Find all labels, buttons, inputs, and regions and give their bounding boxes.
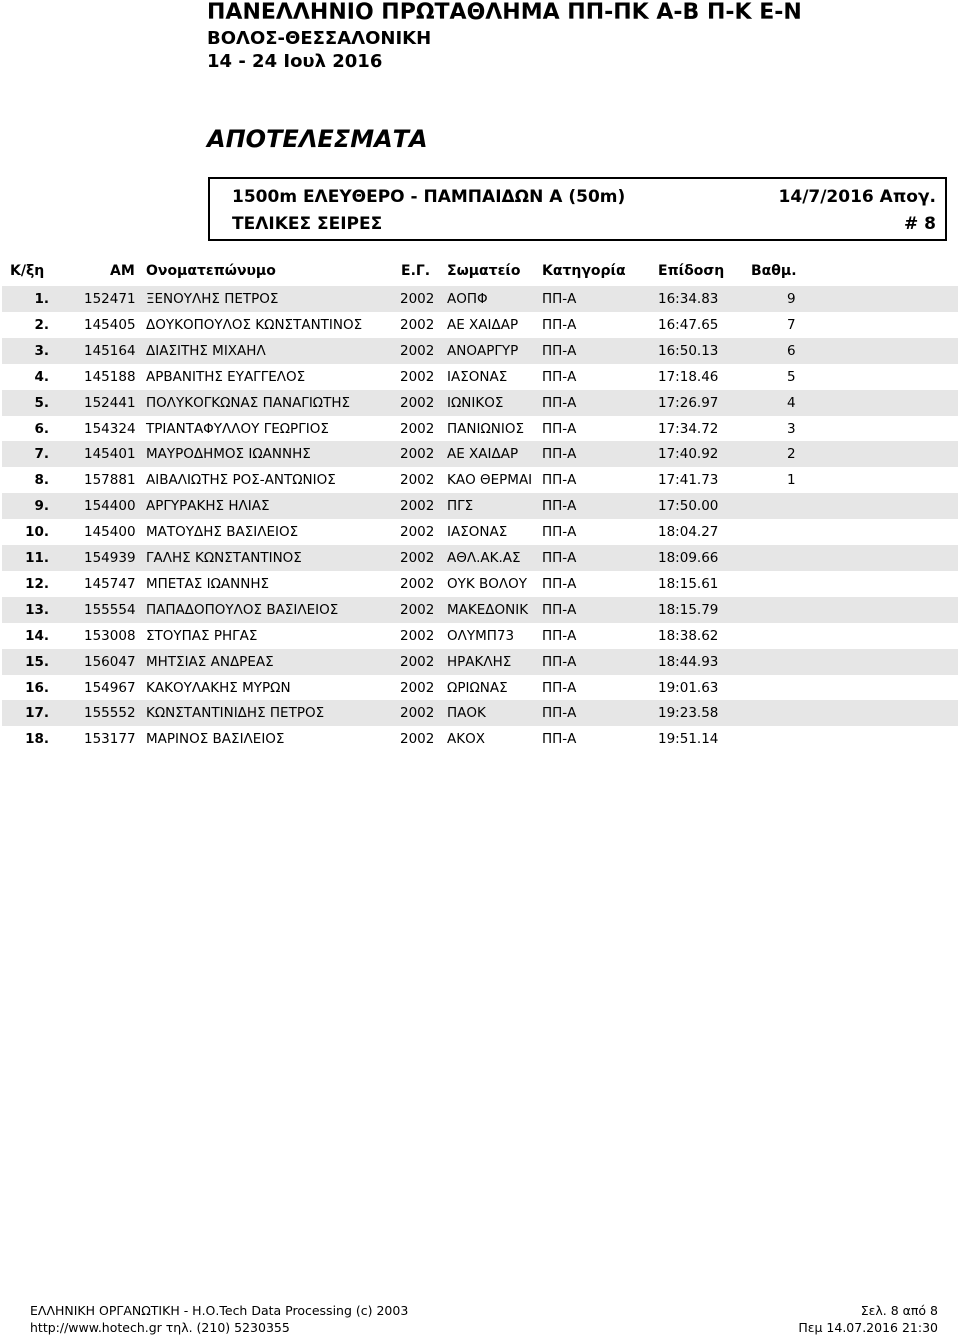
cell-rank: 2. [34, 316, 49, 333]
event-box [208, 177, 947, 241]
table-row [2, 571, 958, 597]
cell-category: ΠΠ-Α [542, 394, 577, 411]
date-range: 14 - 24 Ιουλ 2016 [207, 51, 383, 72]
cell-name: ΤΡΙΑΝΤΑΦΥΛΛΟΥ ΓΕΩΡΓΙΟΣ [146, 420, 329, 437]
cell-club: ΠΓΣ [447, 498, 474, 515]
cell-year: 2002 [400, 705, 435, 722]
cell-category: ΠΠ-Α [542, 342, 577, 359]
section-title: ΑΠΟΤΕΛΕΣΜΑΤΑ [207, 125, 428, 153]
table-row [2, 441, 958, 467]
cell-name: ΜΑΥΡΟΔΗΜΟΣ ΙΩΑΝΝΗΣ [146, 446, 311, 463]
cell-club: ΑΝΟΑΡΓΥΡ [447, 342, 519, 359]
event-date: 14/7/2016 Απογ. [778, 187, 936, 207]
cell-club: ΙΑΣΟΝΑΣ [447, 524, 508, 541]
cell-am: 145164 [84, 342, 136, 359]
col-rank: Κ/ξη [10, 263, 45, 279]
cell-am: 154939 [84, 550, 136, 566]
cell-category: ΠΠ-Α [542, 575, 577, 592]
cell-category: ΠΠ-Α [542, 653, 577, 670]
cell-am: 145188 [84, 368, 136, 385]
cell-category: ΠΠ-Α [542, 420, 577, 437]
table-row [2, 312, 958, 338]
cell-am: 152441 [84, 394, 136, 411]
table-row [2, 338, 958, 364]
page-number: Σελ. 8 από 8 [860, 1303, 938, 1318]
cell-points: 6 [787, 342, 796, 359]
cell-year: 2002 [400, 368, 435, 385]
cell-category: ΠΠ-Α [542, 550, 577, 566]
cell-year: 2002 [400, 524, 435, 541]
cell-name: ΜΑΡΙΝΟΣ ΒΑΣΙΛΕΙΟΣ [146, 731, 285, 748]
cell-time: 18:04.27 [658, 524, 719, 541]
table-row [2, 726, 958, 752]
cell-year: 2002 [400, 550, 435, 566]
cell-time: 19:01.63 [658, 679, 719, 696]
cell-name: ΜΗΤΣΙΑΣ ΑΝΔΡΕΑΣ [146, 653, 274, 670]
cell-am: 145405 [84, 316, 136, 333]
cell-points: 5 [787, 368, 796, 385]
cell-club: ΗΡΑΚΛΗΣ [447, 653, 512, 670]
cell-category: ΠΠ-Α [542, 524, 577, 541]
cell-category: ΠΠ-Α [542, 291, 577, 307]
col-name: Ονοματεπώνυμο [146, 263, 276, 279]
cell-rank: 15. [25, 653, 49, 670]
cell-rank: 16. [25, 679, 49, 696]
cell-club: ΠΑΟΚ [447, 705, 486, 722]
table-row [2, 623, 958, 649]
cell-time: 18:09.66 [658, 550, 719, 566]
cell-rank: 18. [25, 731, 49, 748]
cell-category: ΠΠ-Α [542, 446, 577, 463]
cell-am: 155554 [84, 601, 136, 618]
col-points: Βαθμ. [751, 263, 797, 279]
cell-name: ΔΟΥΚΟΠΟΥΛΟΣ ΚΩΝΣΤΑΝΤΙΝΟΣ [146, 316, 363, 333]
cell-club: ΟΛΥΜΠ73 [447, 627, 515, 644]
table-row [2, 364, 958, 390]
cell-year: 2002 [400, 316, 435, 333]
cell-name: ΚΩΝΣΤΑΝΤΙΝΙΔΗΣ ΠΕΤΡΟΣ [146, 705, 325, 722]
cell-time: 18:38.62 [658, 627, 719, 644]
cell-points: 3 [787, 420, 796, 437]
cell-time: 18:15.61 [658, 575, 719, 592]
cell-rank: 5. [34, 394, 49, 411]
venue: ΒΟΛΟΣ-ΘΕΣΣΑΛΟΝΙΚΗ [207, 28, 432, 49]
table-row [2, 649, 958, 675]
cell-am: 153008 [84, 627, 136, 644]
cell-am: 157881 [84, 472, 136, 489]
cell-club: ΑΕ ΧΑΙΔΑΡ [447, 316, 519, 333]
cell-category: ΠΠ-Α [542, 627, 577, 644]
cell-club: ΑΘΛ.ΑΚ.ΑΣ [447, 550, 521, 566]
cell-am: 155552 [84, 705, 136, 722]
cell-points: 1 [787, 472, 796, 489]
footer [0, 1303, 960, 1339]
cell-year: 2002 [400, 291, 435, 307]
col-club: Σωματείο [447, 263, 521, 279]
cell-points: 2 [787, 446, 796, 463]
cell-time: 17:50.00 [658, 498, 719, 515]
table-row [2, 286, 958, 312]
cell-time: 18:15.79 [658, 601, 719, 618]
cell-rank: 13. [25, 601, 49, 618]
cell-am: 154967 [84, 679, 136, 696]
cell-year: 2002 [400, 731, 435, 748]
cell-name: ΓΑΛΗΣ ΚΩΝΣΤΑΝΤΙΝΟΣ [146, 550, 302, 566]
cell-year: 2002 [400, 446, 435, 463]
cell-points: 7 [787, 316, 796, 333]
championship-title: ΠΑΝΕΛΛΗΝΙΟ ΠΡΩΤΑΘΛΗΜΑ ΠΠ-ΠΚ Α-Β Π-Κ Ε-Ν [207, 0, 802, 25]
cell-year: 2002 [400, 420, 435, 437]
cell-club: ΠΑΝΙΩΝΙΟΣ [447, 420, 525, 437]
cell-category: ΠΠ-Α [542, 731, 577, 748]
cell-year: 2002 [400, 498, 435, 515]
cell-club: ΜΑΚΕΔΟΝΙΚ [447, 601, 529, 618]
cell-rank: 12. [25, 575, 49, 592]
cell-name: ΠΟΛΥΚΟΓΚΩΝΑΣ ΠΑΝΑΓΙΩΤΗΣ [146, 394, 351, 411]
cell-club: ΙΩΝΙΚΟΣ [447, 394, 504, 411]
col-category: Κατηγορία [542, 263, 626, 279]
cell-club: ΑΚΟΧ [447, 731, 485, 748]
table-row [2, 390, 958, 416]
cell-rank: 14. [25, 627, 49, 644]
cell-am: 145400 [84, 524, 136, 541]
cell-year: 2002 [400, 575, 435, 592]
cell-am: 152471 [84, 291, 136, 307]
cell-rank: 10. [25, 524, 49, 541]
cell-time: 17:40.92 [658, 446, 719, 463]
cell-rank: 17. [25, 705, 49, 722]
cell-am: 154324 [84, 420, 136, 437]
cell-rank: 4. [34, 368, 49, 385]
cell-rank: 7. [34, 446, 49, 463]
event-name: 1500m ΕΛΕΥΘΕΡΟ - ΠΑΜΠΑΙΔΩΝ Α (50m) [232, 187, 626, 207]
cell-club: ΩΡΙΩΝΑΣ [447, 679, 508, 696]
cell-club: ΟΥΚ ΒΟΛΟΥ [447, 575, 528, 592]
cell-rank: 11. [25, 550, 49, 566]
cell-year: 2002 [400, 394, 435, 411]
cell-year: 2002 [400, 653, 435, 670]
cell-points: 9 [787, 291, 796, 307]
cell-category: ΠΠ-Α [542, 601, 577, 618]
cell-name: ΑΡΒΑΝΙΤΗΣ ΕΥΑΓΓΕΛΟΣ [146, 368, 306, 385]
cell-name: ΞΕΝΟΥΛΗΣ ΠΕΤΡΟΣ [146, 291, 279, 307]
footer-contact: http://www.hotech.gr τηλ. (210) 5230355 [30, 1320, 290, 1335]
cell-category: ΠΠ-Α [542, 472, 577, 489]
cell-points: 4 [787, 394, 796, 411]
cell-name: ΔΙΑΣΙΤΗΣ ΜΙΧΑΗΛ [146, 342, 266, 359]
cell-time: 16:50.13 [658, 342, 719, 359]
cell-time: 17:41.73 [658, 472, 719, 489]
col-am: ΑΜ [110, 263, 135, 279]
cell-time: 17:18.46 [658, 368, 719, 385]
cell-am: 156047 [84, 653, 136, 670]
table-row [2, 519, 958, 545]
table-row [2, 597, 958, 623]
cell-name: ΜΠΕΤΑΣ ΙΩΑΝΝΗΣ [146, 575, 270, 592]
cell-year: 2002 [400, 601, 435, 618]
cell-category: ΠΠ-Α [542, 316, 577, 333]
cell-rank: 3. [34, 342, 49, 359]
cell-club: ΚΑΟ ΘΕΡΜΑΙ [447, 472, 533, 489]
table-row [2, 493, 958, 519]
cell-am: 153177 [84, 731, 136, 748]
cell-time: 19:23.58 [658, 705, 719, 722]
table-row [2, 700, 958, 726]
cell-time: 17:26.97 [658, 394, 719, 411]
col-time: Επίδοση [658, 263, 725, 279]
cell-year: 2002 [400, 472, 435, 489]
print-timestamp: Πεμ 14.07.2016 21:30 [798, 1320, 938, 1335]
cell-rank: 9. [34, 498, 49, 515]
col-year: Ε.Γ. [401, 263, 431, 279]
cell-name: ΑΙΒΑΛΙΩΤΗΣ ΡΟΣ-ΑΝΤΩΝΙΟΣ [146, 472, 336, 489]
cell-name: ΑΡΓΥΡΑΚΗΣ ΗΛΙΑΣ [146, 498, 270, 515]
event-round: ΤΕΛΙΚΕΣ ΣΕΙΡΕΣ [232, 214, 383, 234]
cell-rank: 1. [34, 291, 49, 307]
cell-club: ΑΕ ΧΑΙΔΑΡ [447, 446, 519, 463]
cell-time: 16:47.65 [658, 316, 719, 333]
cell-am: 154400 [84, 498, 136, 515]
cell-club: ΑΟΠΦ [447, 291, 488, 307]
cell-club: ΙΑΣΟΝΑΣ [447, 368, 508, 385]
cell-name: ΜΑΤΟΥΔΗΣ ΒΑΣΙΛΕΙΟΣ [146, 524, 299, 541]
cell-name: ΠΑΠΑΔΟΠΟΥΛΟΣ ΒΑΣΙΛΕΙΟΣ [146, 601, 339, 618]
cell-year: 2002 [400, 342, 435, 359]
cell-am: 145747 [84, 575, 136, 592]
cell-am: 145401 [84, 446, 136, 463]
cell-rank: 8. [34, 472, 49, 489]
table-header [0, 263, 960, 283]
cell-name: ΣΤΟΥΠΑΣ ΡΗΓΑΣ [146, 627, 258, 644]
cell-time: 18:44.93 [658, 653, 719, 670]
cell-rank: 6. [34, 420, 49, 437]
cell-category: ΠΠ-Α [542, 679, 577, 696]
cell-time: 17:34.72 [658, 420, 719, 437]
table-row [2, 416, 958, 442]
cell-year: 2002 [400, 627, 435, 644]
table-row [2, 545, 958, 571]
cell-name: ΚΑΚΟΥΛΑΚΗΣ ΜΥΡΩΝ [146, 679, 291, 696]
cell-year: 2002 [400, 679, 435, 696]
cell-time: 19:51.14 [658, 731, 719, 748]
cell-category: ΠΠ-Α [542, 705, 577, 722]
event-number: # 8 [904, 214, 936, 234]
footer-company: ΕΛΛΗΝΙΚΗ ΟΡΓΑΝΩΤΙΚΗ - Η.Ο.Tech Data Processing (c) 2003 [30, 1303, 409, 1318]
cell-category: ΠΠ-Α [542, 368, 577, 385]
cell-category: ΠΠ-Α [542, 498, 577, 515]
table-row [2, 675, 958, 701]
table-row [2, 467, 958, 493]
cell-time: 16:34.83 [658, 291, 719, 307]
